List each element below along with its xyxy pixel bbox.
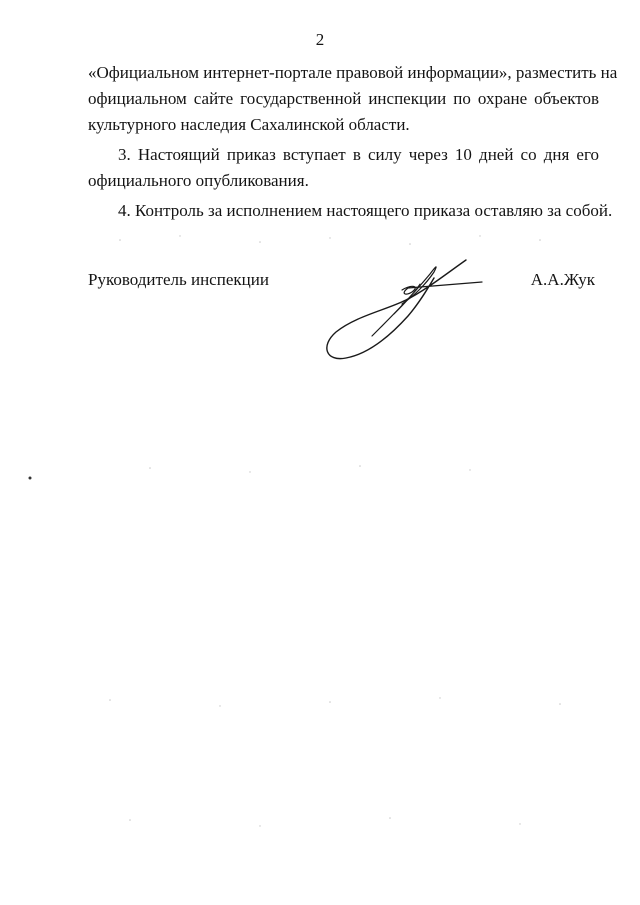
- paragraph-control: [88, 198, 613, 224]
- paragraph-effective-date: [88, 142, 599, 194]
- paragraph-line: 3. Настоящий приказ вступает в силу через 10 дней со дня его: [118, 145, 599, 164]
- signer-name: А.А.Жук: [530, 270, 595, 289]
- paragraph-line: 4. Контроль за исполнением настоящего приказа оставляю за собой.: [118, 201, 613, 220]
- signature-block: [88, 270, 599, 380]
- paragraph-publication: [88, 60, 618, 138]
- signer-title: Руководитель инспекции: [88, 270, 269, 289]
- handwritten-signature: [316, 254, 486, 374]
- paragraph-line: культурного наследия Сахалинской области.: [88, 115, 410, 134]
- page-number: 2: [315, 30, 325, 49]
- paragraph-line: официального опубликования.: [88, 171, 309, 190]
- paragraph-line: официальном сайте государственной инспекции по охране объектов: [88, 89, 599, 108]
- paragraph-line: «Официальном интернет-портале правовой информации», разместить на: [88, 63, 618, 82]
